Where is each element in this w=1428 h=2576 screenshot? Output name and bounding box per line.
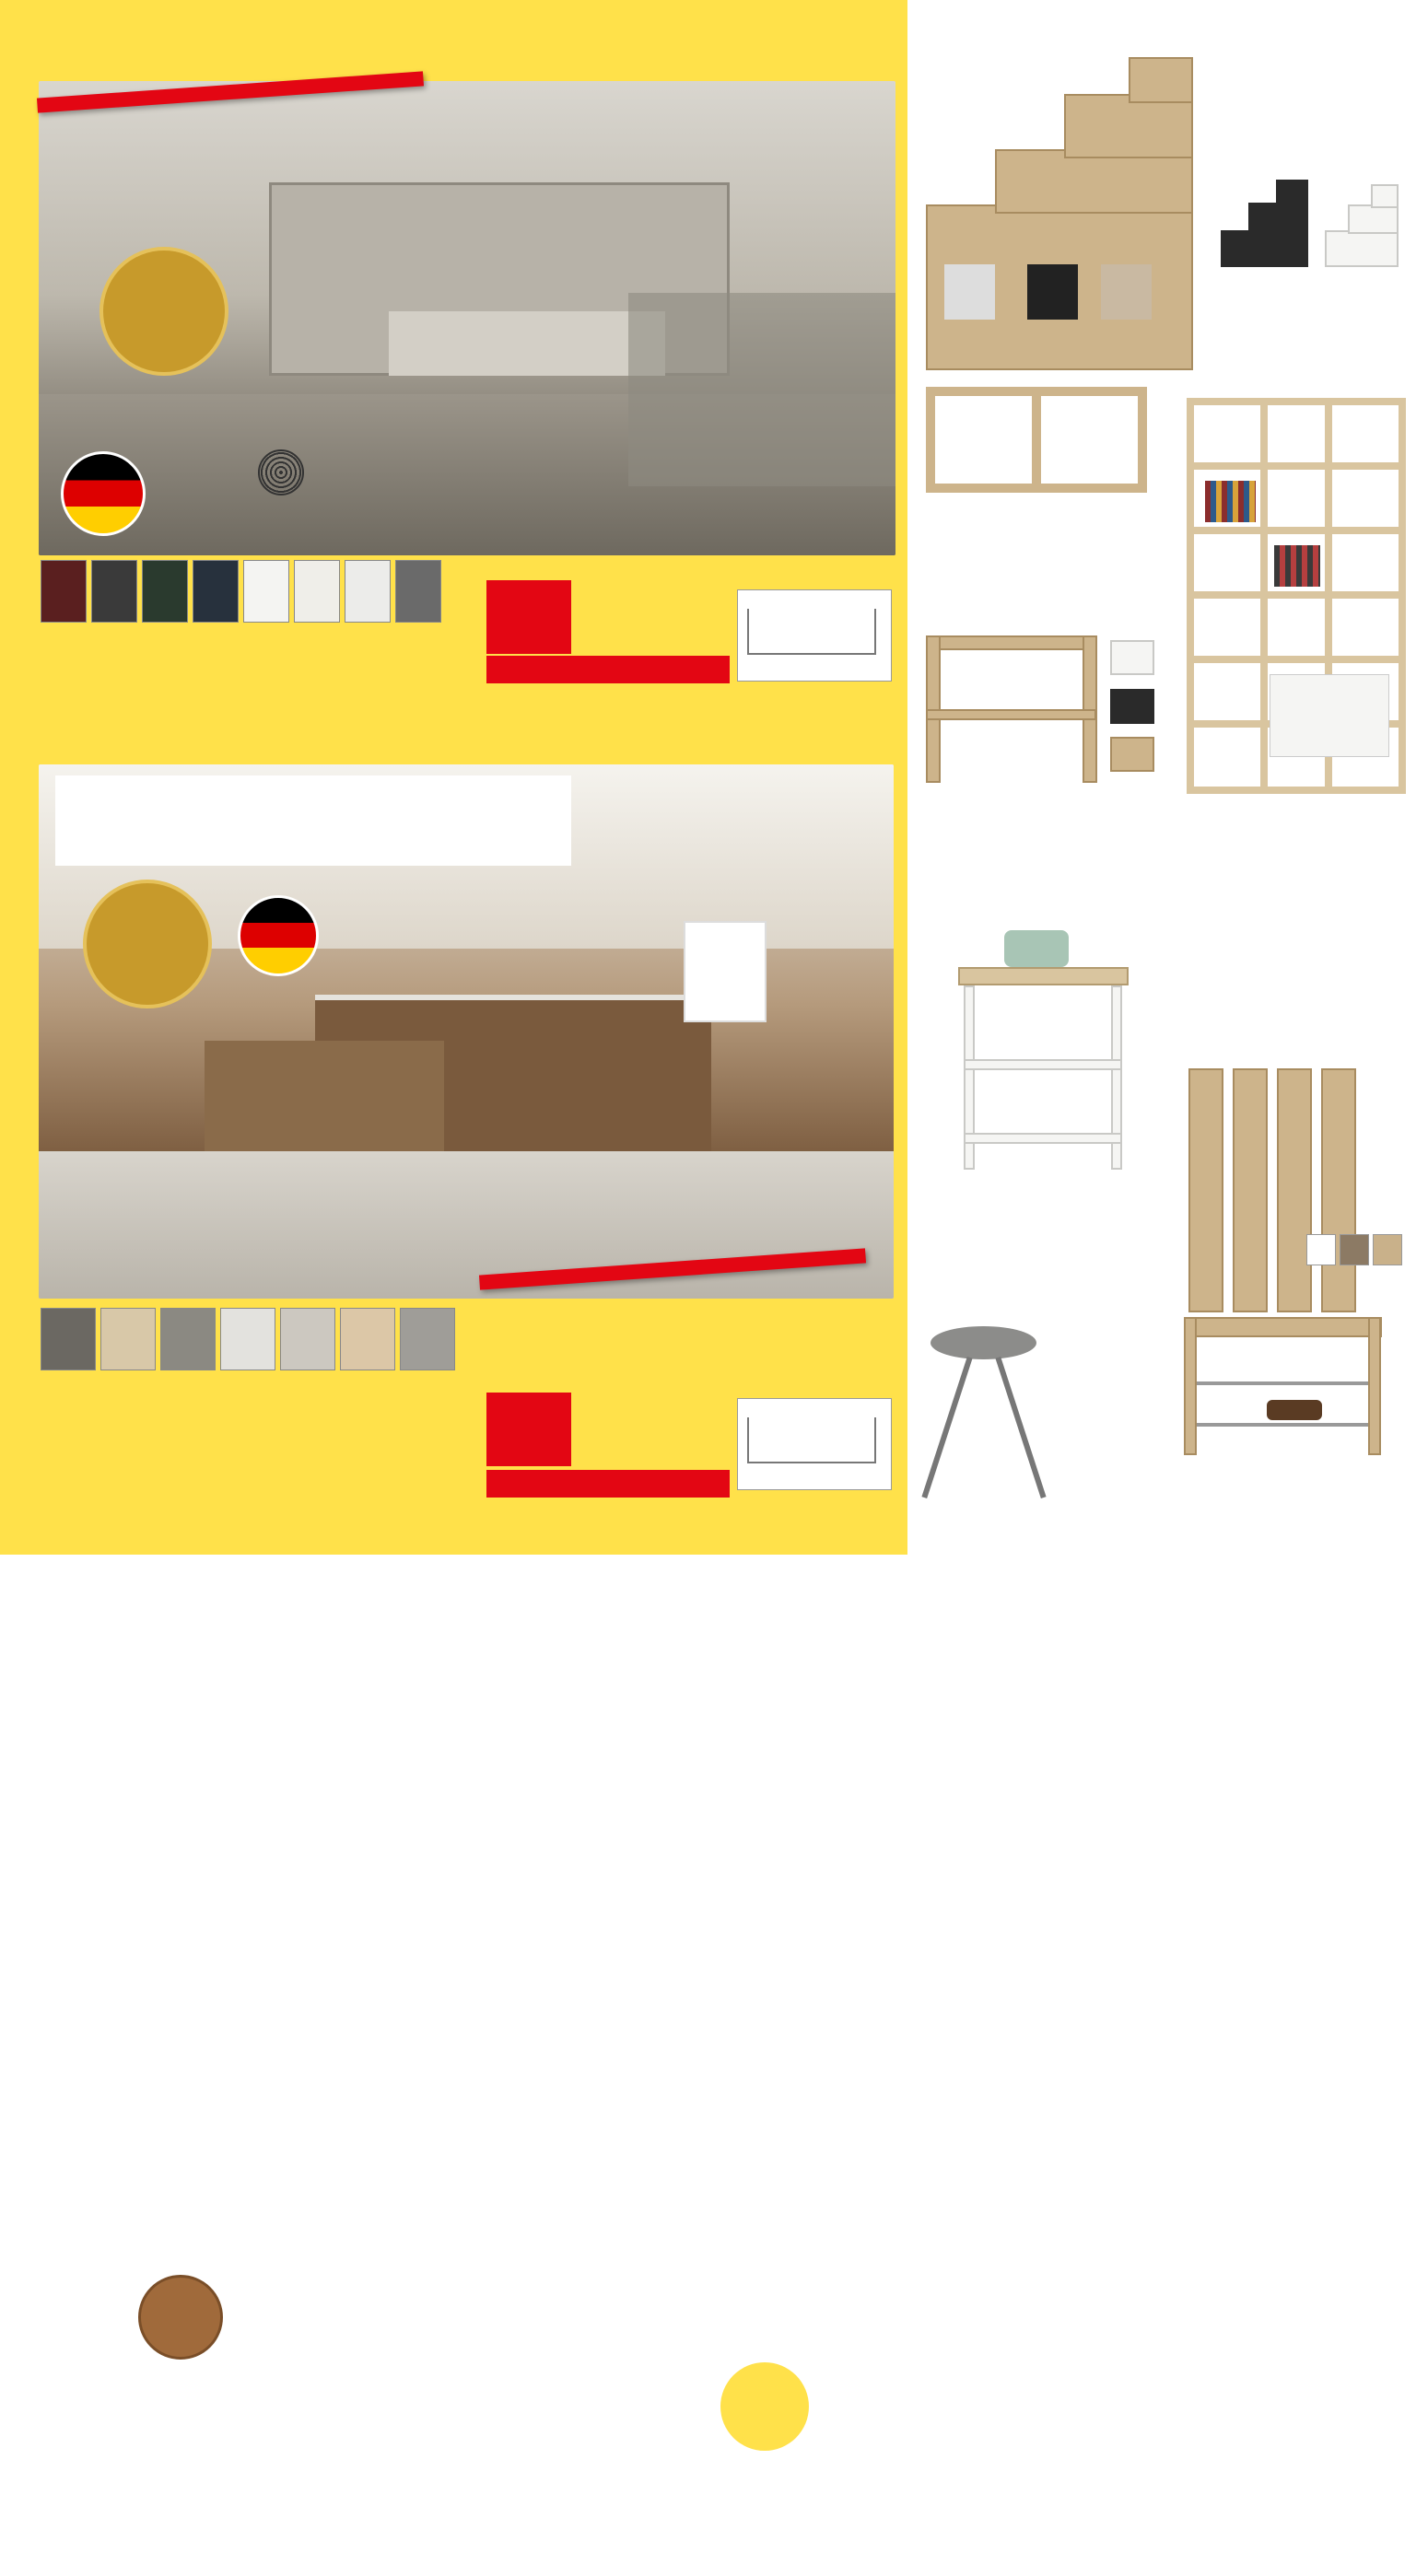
color-swatch[interactable] <box>41 560 87 623</box>
color-swatch[interactable] <box>1340 1234 1369 1265</box>
julia-table-image <box>926 635 1101 787</box>
shoe-bench-image <box>1184 1317 1387 1464</box>
color-swatch[interactable] <box>220 1308 275 1370</box>
easytouch-price <box>573 588 730 650</box>
fero-panel-image <box>1188 1068 1364 1317</box>
sten-bookcase-image <box>1187 398 1406 794</box>
easytouch-discount-box <box>486 580 571 654</box>
warranty-badge-1 <box>99 247 228 376</box>
color-swatch[interactable] <box>345 560 391 623</box>
color-swatch[interactable] <box>395 560 441 623</box>
color-swatch[interactable] <box>400 1308 455 1370</box>
julia-variant-black <box>1110 689 1156 726</box>
color-swatch[interactable] <box>160 1308 216 1370</box>
riva-headline-box <box>55 775 571 866</box>
color-swatch[interactable] <box>91 560 137 623</box>
color-swatch[interactable] <box>41 1308 96 1370</box>
mega-shelf-image <box>926 57 1202 375</box>
riva-color-swatches <box>41 1308 460 1370</box>
easytouch-floorplan <box>737 589 892 682</box>
julia-variant-wood <box>1110 737 1156 774</box>
color-swatch[interactable] <box>280 1308 335 1370</box>
mega-variant-black <box>1221 180 1308 267</box>
folding-stool-image <box>926 1326 1046 1501</box>
solid-wood-badge <box>138 2275 223 2360</box>
color-swatch[interactable] <box>193 560 239 623</box>
julia-variant-white <box>1110 640 1156 677</box>
fingerprint-icon <box>258 449 304 495</box>
easytouch-installment <box>486 656 730 683</box>
color-swatch[interactable] <box>1373 1234 1402 1265</box>
riva-installment <box>486 1470 730 1498</box>
warranty-badge-2 <box>83 880 212 1008</box>
online-only-badge <box>720 2362 809 2451</box>
mega-variant-white <box>1325 184 1399 267</box>
color-swatch[interactable] <box>294 560 340 623</box>
easytouch-color-swatches <box>41 560 446 623</box>
made-in-germany-badge-1 <box>61 451 146 536</box>
riva-price <box>573 1400 730 1463</box>
color-swatch[interactable] <box>1306 1234 1336 1265</box>
color-swatch[interactable] <box>243 560 289 623</box>
color-swatch[interactable] <box>340 1308 395 1370</box>
fero-color-swatches <box>1306 1234 1402 1265</box>
riva-discount-box <box>486 1393 571 1466</box>
color-swatch[interactable] <box>100 1308 156 1370</box>
made-in-germany-badge-2 <box>238 895 319 976</box>
foster-cart-image <box>958 930 1133 1179</box>
color-swatch[interactable] <box>142 560 188 623</box>
turino-shelf-image <box>926 387 1147 497</box>
riva-floorplan <box>737 1398 892 1490</box>
